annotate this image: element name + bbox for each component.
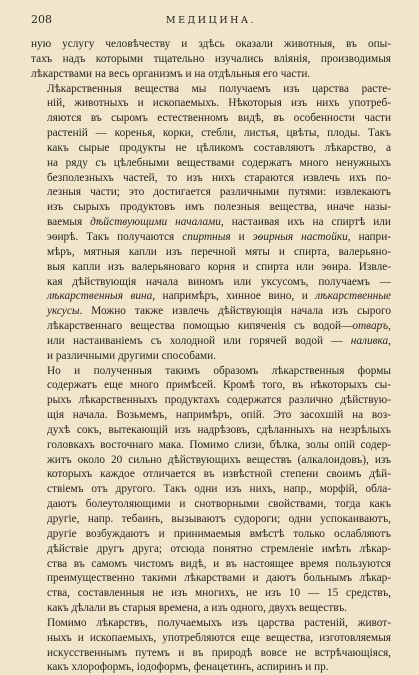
text-run: или настаиваніемъ съ холодной или горячей водой — — [47, 334, 351, 347]
text-line — [31, 304, 391, 319]
text-run: ства въ самомъ чистомъ видѣ, и въ настоящее время пользуются — [47, 557, 391, 570]
text-line — [31, 111, 391, 126]
text-line — [31, 467, 391, 482]
body-text — [31, 37, 391, 675]
text-line — [31, 67, 391, 82]
text-line — [31, 319, 391, 334]
text-line — [31, 571, 391, 586]
text-run: какъ хлороформъ, іодоформъ, фенацетинъ, аспиринъ и пр. — [47, 661, 329, 674]
text-line — [31, 126, 391, 141]
text-run: духѣ сокъ, вытекающій изъ надрѣзовъ, сдѣланныхъ на незрѣлыхъ — [47, 423, 391, 436]
text-line — [31, 82, 391, 97]
text-run: ную услугу человѣчеству и здѣсь оказали животныя, въ опы- — [31, 38, 391, 50]
text-run: безполезныхъ частей, то изъ нихъ стараются извлечь ихъ по- — [47, 171, 391, 184]
text-run: ляются въ сыромъ естественномъ видѣ, въ особенности части — [47, 112, 391, 125]
paragraph — [31, 616, 391, 675]
text-run: ства, составленныя не изъ многихъ, не изъ 10 — 15 средствъ, — [47, 587, 391, 600]
text-run: . Можно также извлечь дѣйствующія начала изъ сырого — [79, 305, 391, 318]
italic-term: спиртныя — [182, 230, 231, 243]
text-line — [31, 260, 391, 275]
text-run: другіе, напр. тебаинъ, вызываютъ судороги; одни успокаиваютъ, — [47, 513, 391, 525]
text-run: содержатъ еще много примѣсей. Кромѣ того, въ нѣкоторыхъ сы- — [47, 379, 391, 392]
text-run: и различными другими способами. — [47, 349, 217, 362]
text-line — [31, 542, 391, 557]
text-line — [31, 171, 391, 186]
italic-term: лѣкарственныя вина — [47, 290, 153, 303]
text-line — [31, 438, 391, 453]
running-title: МЕДИЦИНА. — [165, 15, 257, 26]
paragraph — [31, 364, 391, 616]
text-line — [31, 275, 391, 290]
italic-term: лѣкарственные — [315, 290, 391, 303]
text-run: Помимо лѣкарствъ, получаемыхъ изъ царства растеній, живот- — [47, 616, 391, 629]
text-line — [31, 512, 391, 527]
text-run: на ряду съ цѣлебными веществами содержатъ много ненужныхъ — [47, 156, 391, 169]
text-run: даютъ болеутоляющими и снотворными свойствами, тогда какъ — [47, 498, 391, 511]
text-line — [31, 497, 391, 512]
text-line — [31, 557, 391, 572]
text-run: эѳирѣ. Такъ получаются — [47, 230, 183, 243]
paragraph — [31, 37, 391, 82]
text-run: лѣкарствами на весь организмъ и на отдѣльныя его части. — [31, 67, 311, 80]
text-run: другіе возбуждаютъ и принимаемыя вмѣстѣ только ослабляютъ — [47, 527, 391, 540]
text-line — [31, 230, 391, 245]
text-run: мѣръ, мятныя капли изъ перечной мяты и спирта, валерьяно- — [47, 245, 391, 258]
text-line — [31, 185, 391, 200]
text-line — [31, 408, 391, 423]
text-run: , настаивая ихъ на спиртѣ или — [220, 216, 391, 229]
text-line — [31, 423, 391, 438]
text-run: изъ сырыхъ продуктовъ имъ полезныя вещества, иначе назы- — [47, 201, 391, 214]
text-line — [31, 52, 391, 67]
text-run: ствіемъ отъ другого. Такъ одни изъ нихъ, напр., морфій, обла- — [47, 483, 391, 496]
text-run: какъ сырые продукты не цѣликомъ составляютъ лѣкарство, а — [47, 141, 391, 154]
text-run: , напримѣръ, хинное вино, и — [152, 290, 316, 303]
text-line — [31, 527, 391, 542]
text-line — [31, 156, 391, 171]
text-run: Но и полученныя такимъ образомъ лѣкарственныя формы — [47, 364, 391, 377]
text-line — [31, 631, 391, 646]
text-line — [31, 215, 391, 230]
italic-term: эѳирныя настойки — [252, 230, 348, 243]
text-line — [31, 393, 391, 408]
text-run: лѣкарственнаго вещества помощью кипяченія съ водой— — [47, 320, 353, 333]
text-run: , — [388, 334, 391, 347]
text-run: Лѣкарственныя вещества мы получаемъ изъ царства расте- — [47, 82, 391, 95]
text-run: житъ около 20 сильно дѣйствующихъ веществъ (алкалоидовъ), изъ — [47, 453, 391, 466]
text-run: дѣйствіе другъ друга; отсюда понятно стремленіе имѣть лѣкар- — [47, 542, 391, 555]
text-run: ваемыя — [47, 216, 91, 229]
text-run: тахъ надъ которыми тщательно изучались вліянія, производимыя — [31, 52, 391, 65]
text-run: кая дѣйствующія начала виномъ или уксусомъ, получаемъ — — [47, 275, 391, 288]
italic-term: уксусы — [47, 305, 80, 318]
text-line — [31, 616, 391, 631]
page-number: 208 — [31, 13, 52, 26]
text-run: ныхъ и ископаемыхъ, употребляются еще вещества, изготовляемыя — [47, 631, 391, 644]
text-line — [31, 200, 391, 215]
text-line — [31, 37, 391, 52]
text-run: лезныя части; это достигается различными путями: извлекаютъ — [47, 186, 391, 199]
text-run: искусственнымъ путемъ и въ природѣ вовсе не встрѣчающіяся, — [47, 646, 391, 659]
text-line — [31, 245, 391, 260]
text-line — [31, 660, 391, 675]
paragraph — [31, 82, 391, 364]
text-run: преимущественно такими лѣкарствами и даютъ больнымъ лѣкар- — [47, 572, 391, 585]
text-line — [31, 289, 391, 304]
text-line — [31, 453, 391, 468]
text-run: которыхъ каждое отличается въ извѣстной степени своимъ дѣй- — [47, 468, 391, 481]
text-run: ній, животныхъ и ископаемыхъ. Нѣкоторыя изъ нихъ употреб- — [47, 97, 391, 110]
text-run: рыхъ лѣкарственныхъ продуктахъ содержатся различно дѣйствую- — [47, 394, 391, 407]
text-line — [31, 141, 391, 156]
text-line — [31, 586, 391, 601]
text-run: , — [388, 320, 391, 333]
text-line — [31, 646, 391, 661]
text-run: , напри- — [347, 230, 391, 243]
text-line — [31, 96, 391, 111]
italic-term: наливка — [350, 334, 389, 347]
text-line — [31, 349, 391, 364]
text-line — [31, 378, 391, 393]
text-line — [31, 482, 391, 497]
text-run: щія начала. Возьмемъ, напримѣръ, опій. Это засохшій на воз- — [47, 409, 391, 422]
text-line — [31, 601, 391, 616]
page-header — [31, 13, 391, 33]
text-run: головкахъ восточнаго мака. Помимо слизи, бѣлка, золы опій содер- — [47, 438, 391, 451]
text-run: и — [230, 230, 253, 243]
italic-term: отваръ — [352, 320, 389, 333]
text-run: растеній — коренья, корки, стебли, листья, цвѣты, плоды. Такъ — [47, 127, 391, 140]
text-run: выя капли изъ валерьяноваго корня и спирта или эѳира. Извле- — [47, 260, 391, 273]
text-run: какъ дѣлали въ старыя времена, а изъ одного, двухъ веществъ. — [47, 602, 347, 615]
text-line — [31, 334, 391, 349]
text-line — [31, 364, 391, 379]
italic-term: дѣйствующими началами — [90, 216, 221, 229]
